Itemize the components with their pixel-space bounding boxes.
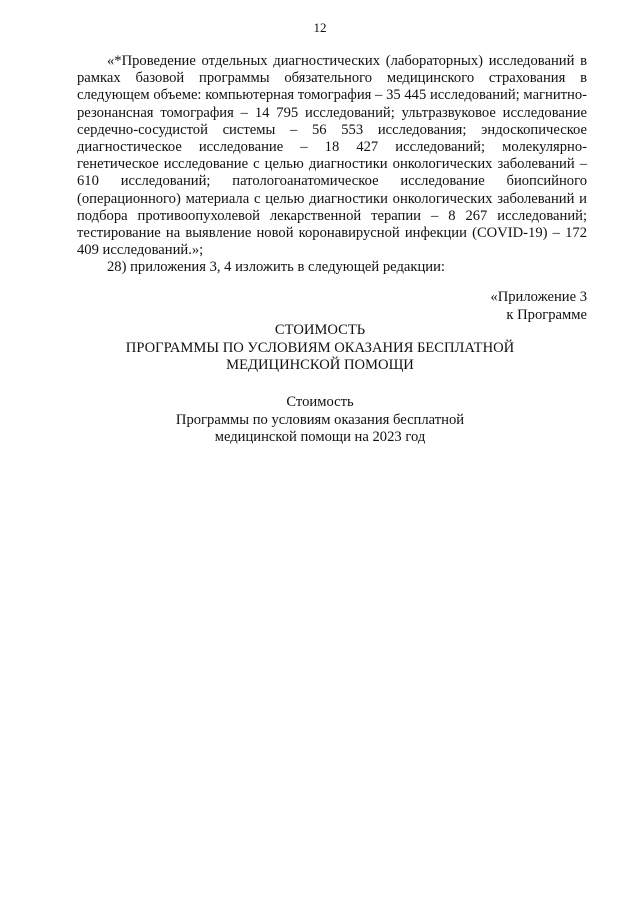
subheading-line: Стоимость <box>286 394 354 410</box>
body-text <box>77 53 587 277</box>
heading-line: МЕДИЦИНСКОЙ ПОМОЩИ <box>226 357 414 373</box>
document-heading <box>0 322 640 375</box>
subheading-line: медицинской помощи на 2023 год <box>214 429 426 445</box>
appendix-reference <box>490 289 587 324</box>
appendix-ref-line: «Приложение 3 <box>490 289 587 305</box>
heading-line: ПРОГРАММЫ ПО УСЛОВИЯМ ОКАЗАНИЯ БЕСПЛАТНОЙ <box>125 339 515 356</box>
appendix-ref-line: к Программе <box>506 306 587 323</box>
footnote-paragraph: «*Проведение отдельных диагностических (лабораторных) исследований в рамках базовой программы обязательного медицинского страхования в следующем объеме: компьютерная томография – 35 445 исследований; магнитно-резонансная томография – 14 795 исследований; ультразвуковое исследование сердечно-сосудистой системы – 56 553 исследования; эндоскопическое диагностическое исследование – 18 427 исследований; молекулярно-генетическое исследование с целью диагностики онкологических заболеваний – 610 исследований; патологоанатомическое исследование биопсийного (операционного) материала с целью диагностики онкологических заболеваний и подбора противоопухолевой лекарственной терапии – 8 267 исследований; тестирование на выявление новой коронавирусной инфекции (COVID-19) – 172 409 исследований.»; <box>77 53 587 259</box>
heading-line: СТОИМОСТЬ <box>274 322 366 338</box>
document-subheading <box>0 394 640 447</box>
amendment-paragraph: 28) приложения 3, 4 изложить в следующей редакции: <box>107 259 445 276</box>
page-number: 12 <box>313 20 327 35</box>
subheading-line: Программы по условиям оказания бесплатной <box>175 411 465 428</box>
